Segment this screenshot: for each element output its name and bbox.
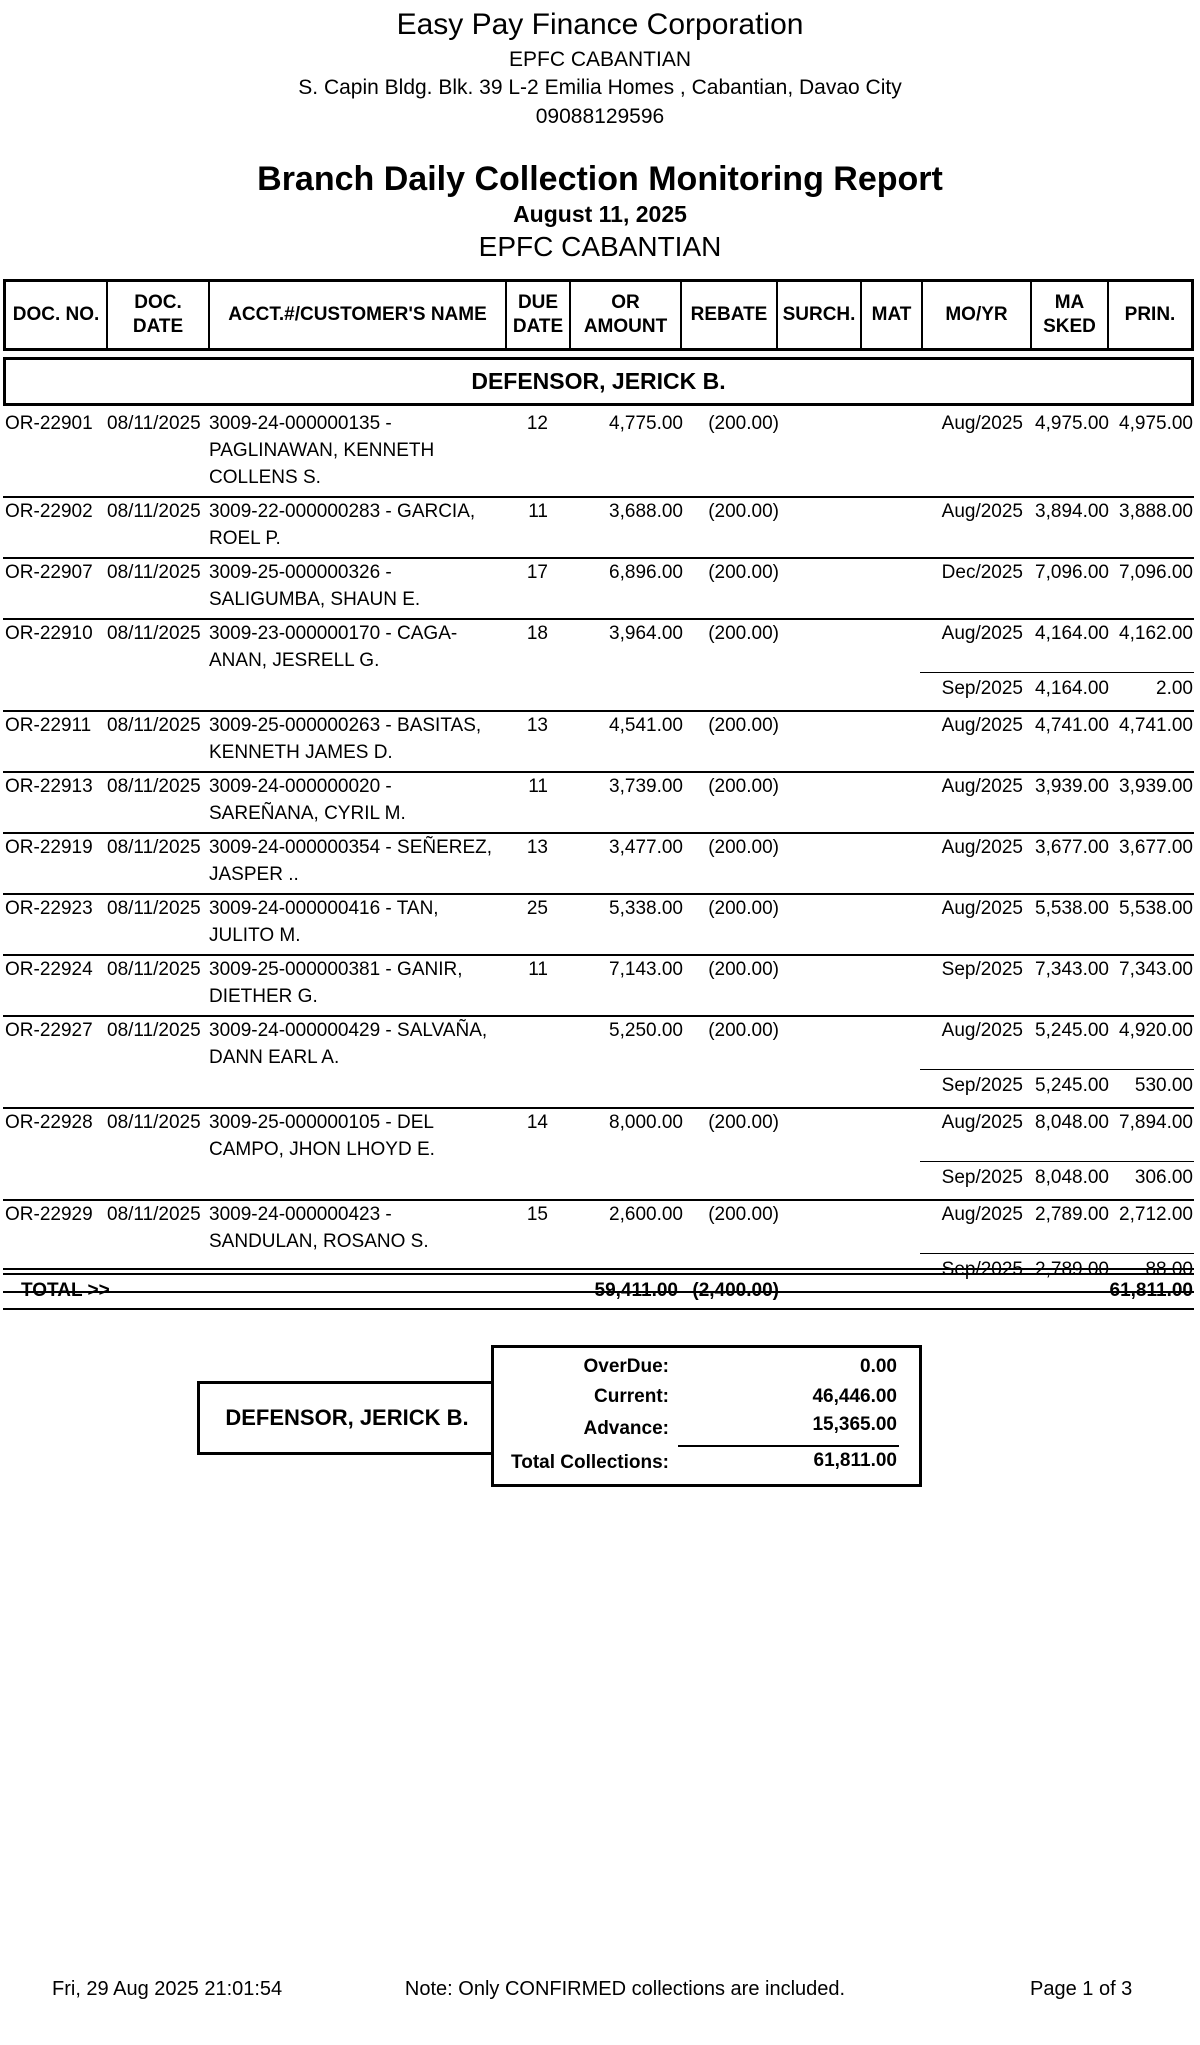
account-customer-name: 3009-24-000000429 - SALVAÑA, DANN EARL A.: [209, 1020, 488, 1068]
mo-yr: Sep/2025: [941, 959, 1023, 980]
rebate: (200.00): [708, 715, 779, 736]
account-customer-name: 3009-23-000000170 - CAGA-ANAN, JESRELL G.: [209, 623, 458, 671]
ma-sked: 3,677.00: [1035, 837, 1109, 858]
sub-row-divider: [920, 1069, 1194, 1070]
mo-yr: Sep/2025: [941, 1075, 1023, 1096]
overdue-label: OverDue:: [583, 1356, 669, 1377]
principal: 7,894.00: [1119, 1112, 1193, 1133]
or-amount: 3,964.00: [609, 623, 683, 644]
company-address: S. Capin Bldg. Blk. 39 L-2 Emilia Homes , Cabantian, Davao City: [298, 76, 902, 99]
table-row: [3, 712, 1194, 773]
doc-date: 08/11/2025: [107, 562, 201, 583]
account-customer-name: 3009-25-000000263 - BASITAS, KENNETH JAMES D.: [209, 715, 482, 763]
col-acct: ACCT.#/CUSTOMER'S NAME: [210, 282, 507, 348]
col-or-amount: OR AMOUNT: [571, 282, 682, 348]
sub-row-divider: [920, 1161, 1194, 1162]
doc-date: 08/11/2025: [107, 1112, 201, 1133]
rebate: (200.00): [708, 1204, 779, 1225]
summary-box: [491, 1345, 922, 1487]
mo-yr: Aug/2025: [941, 413, 1023, 434]
due-date: 13: [526, 715, 548, 736]
principal: 7,343.00: [1119, 959, 1193, 980]
col-prin: PRIN.: [1124, 304, 1176, 325]
total-rebate: (2,400.00): [692, 1280, 779, 1301]
account-customer-name: 3009-24-000000354 - SEÑEREZ, JASPER ..: [209, 837, 493, 885]
table-header: [3, 279, 1194, 351]
due-date: 25: [526, 898, 548, 919]
doc-date: 08/11/2025: [107, 898, 201, 919]
principal: 306.00: [1134, 1167, 1193, 1188]
total-row: [3, 1268, 1194, 1310]
rebate: (200.00): [708, 898, 779, 919]
rebate: (200.00): [708, 413, 779, 434]
due-date: 15: [526, 1204, 548, 1225]
principal: 4,162.00: [1119, 623, 1193, 644]
rebate: (200.00): [708, 776, 779, 797]
col-mat: MAT: [862, 282, 923, 348]
col-mo-yr: MO/YR: [923, 282, 1032, 348]
footer-note: Note: Only CONFIRMED collections are included.: [404, 1978, 846, 2000]
current-label: Current:: [594, 1386, 669, 1407]
mo-yr: Aug/2025: [941, 837, 1023, 858]
collector-group-header: DEFENSOR, JERICK B.: [3, 357, 1194, 406]
principal: 3,677.00: [1119, 837, 1193, 858]
due-date: 13: [526, 837, 548, 858]
or-amount: 8,000.00: [609, 1112, 683, 1133]
advance-value: 15,365.00: [812, 1414, 897, 1435]
doc-date: 08/11/2025: [107, 413, 201, 434]
ma-sked: 5,538.00: [1035, 898, 1109, 919]
doc-no: OR-22913: [5, 776, 93, 797]
footer-timestamp: Fri, 29 Aug 2025 21:01:54: [52, 1978, 283, 2000]
doc-date: 08/11/2025: [107, 1020, 201, 1041]
rebate: (200.00): [708, 623, 779, 644]
principal: 4,741.00: [1119, 715, 1193, 736]
doc-no: OR-22901: [5, 413, 93, 434]
mo-yr: Sep/2025: [941, 1167, 1023, 1188]
rebate: (200.00): [708, 501, 779, 522]
or-amount: 5,338.00: [609, 898, 683, 919]
account-customer-name: 3009-24-000000423 - SANDULAN, ROSANO S.: [209, 1204, 429, 1252]
or-amount: 6,896.00: [609, 562, 683, 583]
doc-date: 08/11/2025: [107, 501, 201, 522]
or-amount: 3,739.00: [609, 776, 683, 797]
ma-sked: 8,048.00: [1035, 1167, 1109, 1188]
col-surch: SURCH.: [778, 282, 862, 348]
table-row: [3, 834, 1194, 895]
account-customer-name: 3009-24-000000135 - PAGLINAWAN, KENNETH COLLENS S.: [209, 413, 435, 488]
account-customer-name: 3009-22-000000283 - GARCIA, ROEL P.: [209, 501, 476, 549]
doc-no: OR-22929: [5, 1204, 93, 1225]
table-row: [3, 559, 1194, 620]
col-due-date: DUE DATE: [507, 282, 571, 348]
principal: 3,939.00: [1119, 776, 1193, 797]
doc-no: OR-22902: [5, 501, 93, 522]
advance-label: Advance:: [583, 1418, 669, 1439]
due-date: 11: [528, 959, 548, 980]
due-date: 11: [528, 501, 548, 522]
account-customer-name: 3009-25-000000326 - SALIGUMBA, SHAUN E.: [209, 562, 421, 610]
ma-sked: 4,741.00: [1035, 715, 1109, 736]
table-row: [3, 1017, 1194, 1109]
col-doc-date: DOC. DATE: [108, 282, 210, 348]
ma-sked: 7,096.00: [1035, 562, 1109, 583]
rebate: (200.00): [708, 1112, 779, 1133]
total-collections-value: 61,811.00: [813, 1450, 897, 1471]
doc-no: OR-22911: [5, 715, 92, 736]
or-amount: 4,541.00: [609, 715, 683, 736]
account-customer-name: 3009-24-000000020 - SAREÑANA, CYRIL M.: [209, 776, 406, 824]
or-amount: 3,477.00: [609, 837, 683, 858]
rebate: (200.00): [708, 837, 779, 858]
table-row: [3, 773, 1194, 834]
mo-yr: Aug/2025: [941, 623, 1023, 644]
principal: 4,920.00: [1119, 1020, 1193, 1041]
sub-row-divider: [920, 672, 1194, 673]
ma-sked: 2,789.00: [1035, 1204, 1109, 1225]
doc-date: 08/11/2025: [107, 623, 201, 644]
principal: 2.00: [1156, 678, 1193, 699]
overdue-value: 0.00: [860, 1356, 897, 1377]
due-date: 14: [526, 1112, 548, 1133]
total-prin: 61,811.00: [1109, 1280, 1193, 1301]
ma-sked: 3,939.00: [1035, 776, 1109, 797]
total-label: TOTAL >>: [21, 1280, 110, 1301]
doc-no: OR-22928: [5, 1112, 93, 1133]
principal: 3,888.00: [1119, 501, 1193, 522]
doc-no: OR-22924: [5, 959, 93, 980]
ma-sked: 3,894.00: [1035, 501, 1109, 522]
report-branch: EPFC CABANTIAN: [478, 231, 722, 262]
ma-sked: 7,343.00: [1035, 959, 1109, 980]
mo-yr: Aug/2025: [941, 715, 1023, 736]
ma-sked: 8,048.00: [1035, 1112, 1109, 1133]
due-date: 11: [528, 776, 548, 797]
ma-sked: 5,245.00: [1035, 1020, 1109, 1041]
table-row: [3, 410, 1194, 498]
or-amount: 3,688.00: [609, 501, 683, 522]
due-date: 17: [526, 562, 548, 583]
doc-no: OR-22923: [5, 898, 93, 919]
company-branch: EPFC CABANTIAN: [508, 48, 692, 71]
or-amount: 4,775.00: [609, 413, 683, 434]
mo-yr: Sep/2025: [941, 678, 1023, 699]
report-title: Branch Daily Collection Monitoring Report: [257, 160, 943, 198]
rebate: (200.00): [708, 959, 779, 980]
mo-yr: Aug/2025: [941, 1204, 1023, 1225]
summary-divider: [678, 1445, 899, 1447]
col-doc-no: DOC. NO.: [6, 282, 108, 348]
rebate: (200.00): [708, 562, 779, 583]
mo-yr: Aug/2025: [941, 501, 1023, 522]
principal: 5,538.00: [1119, 898, 1193, 919]
table-row: [3, 498, 1194, 559]
mo-yr: Aug/2025: [941, 898, 1023, 919]
col-rebate: REBATE: [682, 282, 778, 348]
col-ma-sked: MA SKED: [1032, 282, 1109, 348]
doc-no: OR-22919: [5, 837, 93, 858]
doc-date: 08/11/2025: [107, 715, 201, 736]
principal: 7,096.00: [1119, 562, 1193, 583]
principal: 4,975.00: [1119, 413, 1193, 434]
table-row: [3, 620, 1194, 712]
total-or-amount: 59,411.00: [594, 1280, 678, 1301]
principal: 2,712.00: [1119, 1204, 1193, 1225]
table-row: [3, 895, 1194, 956]
doc-no: OR-22927: [5, 1020, 93, 1041]
mo-yr: Dec/2025: [941, 562, 1023, 583]
doc-date: 08/11/2025: [107, 959, 201, 980]
doc-date: 08/11/2025: [107, 776, 201, 797]
mo-yr: Aug/2025: [941, 776, 1023, 797]
sub-row-divider: [920, 1253, 1194, 1254]
table-row: [3, 956, 1194, 1017]
due-date: 18: [526, 623, 548, 644]
ma-sked: 4,164.00: [1035, 678, 1109, 699]
company-phone: 09088129596: [535, 105, 665, 128]
or-amount: 2,600.00: [609, 1204, 683, 1225]
summary-collector-name: DEFENSOR, JERICK B.: [197, 1381, 494, 1455]
account-customer-name: 3009-25-000000381 - GANIR, DIETHER G.: [209, 959, 463, 1007]
current-value: 46,446.00: [812, 1386, 897, 1407]
mo-yr: Aug/2025: [941, 1020, 1023, 1041]
ma-sked: 5,245.00: [1035, 1075, 1109, 1096]
ma-sked: 4,164.00: [1035, 623, 1109, 644]
doc-no: OR-22910: [5, 623, 93, 644]
principal: 530.00: [1134, 1075, 1193, 1096]
ma-sked: 4,975.00: [1035, 413, 1109, 434]
account-customer-name: 3009-24-000000416 - TAN, JULITO M.: [209, 898, 439, 946]
report-date: August 11, 2025: [513, 201, 687, 227]
total-collections-label: Total Collections:: [511, 1452, 669, 1473]
or-amount: 7,143.00: [609, 959, 683, 980]
or-amount: 5,250.00: [609, 1020, 683, 1041]
account-customer-name: 3009-25-000000105 - DEL CAMPO, JHON LHOYD E.: [209, 1112, 435, 1160]
doc-no: OR-22907: [5, 562, 93, 583]
mo-yr: Aug/2025: [941, 1112, 1023, 1133]
table-row: [3, 1109, 1194, 1201]
rebate: (200.00): [708, 1020, 779, 1041]
doc-date: 08/11/2025: [107, 1204, 201, 1225]
due-date: 12: [526, 413, 548, 434]
company-name: Easy Pay Finance Corporation: [396, 8, 804, 41]
doc-date: 08/11/2025: [107, 837, 201, 858]
footer-page-number: Page 1 of 3: [1030, 1978, 1133, 2000]
